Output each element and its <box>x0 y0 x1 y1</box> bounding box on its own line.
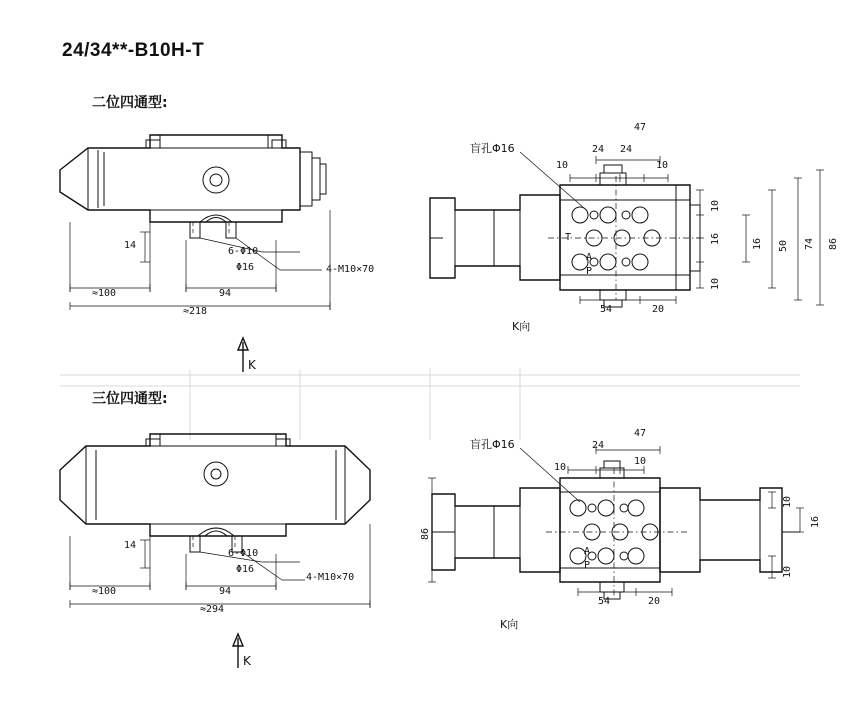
dim-10a-bottom: 10 <box>634 456 647 467</box>
port-label-t-top: T <box>565 232 572 243</box>
dim-16b-top: 16 <box>752 237 763 250</box>
port-label-p-top: P <box>586 266 593 277</box>
dim-14-top: 14 <box>124 240 137 251</box>
dim-16a-top: 16 <box>710 232 721 245</box>
dim-47-top: 47 <box>634 122 647 133</box>
dim-10c-bottom: 10 <box>782 495 793 508</box>
dim-16-bottom: 16 <box>810 515 821 528</box>
label-phi16-top: Φ16 <box>236 262 255 273</box>
dim-100-bottom: ≈100 <box>92 586 117 597</box>
section-label-two-position: 二位四通型: <box>92 95 168 111</box>
dim-10d-top: 10 <box>710 277 721 290</box>
dim-218: ≈218 <box>183 306 208 317</box>
label-blind-hole-top: 盲孔Φ16 <box>470 142 515 155</box>
dim-20-top: 20 <box>652 304 665 315</box>
dim-86-bottom: 86 <box>420 527 431 540</box>
dim-24a-top: 24 <box>592 144 605 155</box>
dim-94-top: 94 <box>219 288 232 299</box>
label-six-holes-bottom: 6-Φ10 <box>228 548 259 559</box>
dim-94-bottom: 94 <box>219 586 232 597</box>
port-label-p-bottom: P <box>584 560 591 571</box>
label-blind-hole-bottom: 盲孔Φ16 <box>470 438 515 451</box>
view-label-k-top: K向 <box>512 320 531 333</box>
port-label-a-top: A <box>586 252 593 263</box>
dim-100-top: ≈100 <box>92 288 117 299</box>
port-label-a-bottom: A <box>584 546 591 557</box>
page-title: 24/34**-B10H-T <box>62 40 205 61</box>
dim-47-bottom: 47 <box>634 428 647 439</box>
label-bolts-top: 4-M10×70 <box>326 264 375 275</box>
dim-10c-top: 10 <box>710 199 721 212</box>
dim-50-top: 50 <box>778 239 789 252</box>
dim-14-bottom: 14 <box>124 540 137 551</box>
dim-54-top: 54 <box>600 304 613 315</box>
section-label-three-position: 三位四通型: <box>92 391 168 407</box>
arrow-label-k-bottom: K <box>243 654 251 668</box>
dim-20-bottom: 20 <box>648 596 661 607</box>
dim-86-top: 86 <box>828 237 839 250</box>
arrow-label-k-top: K <box>248 358 256 372</box>
label-six-holes-top: 6-Φ10 <box>228 246 259 257</box>
dim-294: ≈294 <box>200 604 225 615</box>
dim-10a-top: 10 <box>656 160 669 171</box>
view-label-k-bottom: K向 <box>500 618 519 631</box>
dim-54-bottom: 54 <box>598 596 611 607</box>
dim-10b-bottom: 10 <box>554 462 567 473</box>
dim-24b-top: 24 <box>620 144 633 155</box>
dim-24-bottom: 24 <box>592 440 605 451</box>
label-bolts-bottom: 4-M10×70 <box>306 572 355 583</box>
label-phi16-bottom: Φ16 <box>236 564 255 575</box>
dim-10d-bottom: 10 <box>782 565 793 578</box>
dim-10b-top: 10 <box>556 160 569 171</box>
dim-74-top: 74 <box>804 237 815 250</box>
